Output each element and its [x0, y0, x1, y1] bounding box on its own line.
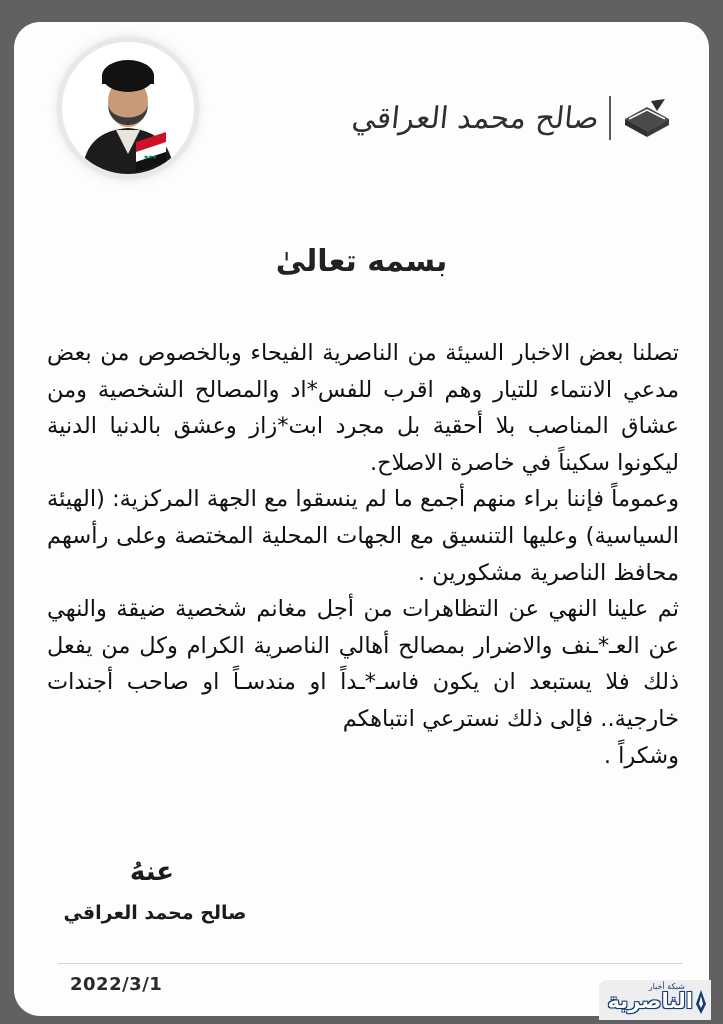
portrait-image — [62, 42, 194, 174]
header-logo — [352, 88, 673, 148]
logo-divider — [609, 96, 611, 140]
signature-from: عنهُ — [129, 857, 175, 887]
watermark-small-text: شبكة أخبار — [648, 982, 685, 991]
book-pen-logo-icon — [621, 97, 673, 139]
statement-heading: بسمه تعالىٰ — [275, 244, 448, 279]
svg-text:✱✱✱: ✱✱✱ — [144, 155, 157, 161]
paragraph-3: ثم علينا النهي عن التظاهرات من أجل مغانم شخصية ضيقة والنهي عن العـ*ـنف والاضرار بمصالح أهالي الناصرية الكرام وكل من يفعل ذلك فلا يستبعد ان يكون فاسـ*ـداً او مندسـاً او صاحب أجندات خارجية.. فإلى ذلك نسترعي انتباهكم — [47, 596, 679, 732]
watermark-big-text: الناصرية — [607, 989, 693, 1013]
watermark-pen-icon — [693, 988, 709, 1016]
statement-body — [47, 335, 679, 774]
signature-name: صالح محمد العراقي — [63, 902, 247, 924]
author-portrait — [62, 42, 194, 174]
paragraph-4: وشكراً . — [603, 742, 679, 769]
paragraph-1: تصلنا بعض الاخبار السيئة من الناصرية الفيحاء وبالخصوص من بعض مدعي الانتماء للتيار وهم اقرب للفس*اد والمصالح الشخصية ومن عشاق المناصب بلا أحقية بل مجرد ابت*زاز وعشق بالدنيا الدنية ليكونوا سكيناً في خاصرة الاصلاح. — [47, 340, 679, 476]
watermark-logo — [599, 980, 711, 1020]
statement-date: 2022/3/1 — [70, 974, 163, 995]
logo-calligraphy: صالح محمد العراقي — [350, 100, 601, 136]
paragraph-2: وعموماً فإننا براء منهم أجمع ما لم ينسقوا مع الجهة المركزية: (الهيئة السياسية) وعليها التنسيق مع الجهات المحلية المختصة وعلى رأسهم محافظ الناصرية مشكورين . — [47, 486, 679, 586]
footer-divider — [58, 963, 683, 964]
